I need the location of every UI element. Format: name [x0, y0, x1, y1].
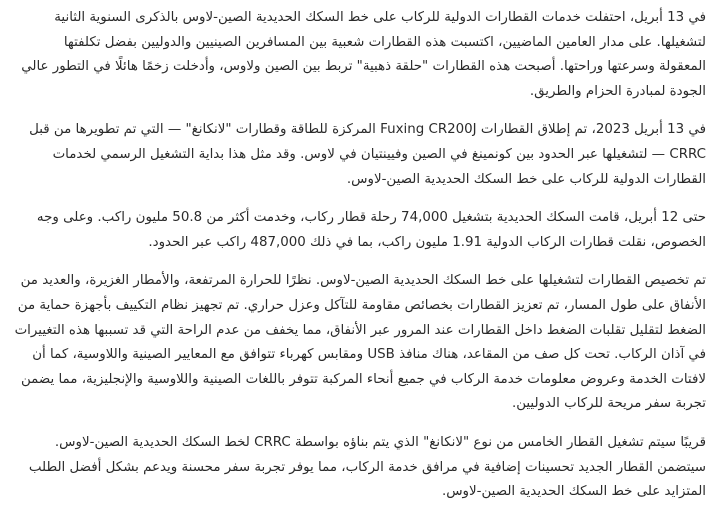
paragraph-launch: في 13 أبريل 2023، تم إطلاق القطارات Fuxing CR200J المركزة للطاقة وقطارات "لانكانغ" — التي تم تطويرها من قبل CRRC — لتشغيلها عبر الحدود بين كونمينغ في الصين وفيينتيان في لاوس. وقد مثل هذا بداية التشغيل الرسمي لخدمات القطارات الدولية للركاب على خط السكك الحديدية الصين-لاوس. — [29, 122, 706, 187]
paragraph-train-features: تم تخصيص القطارات لتشغيلها على خط السكك الحديدية الصين-لاوس. نظرًا للحرارة المرتفعة، والأمطار الغزيرة، والعديد من الأنفاق على طول المسار، تم تعزيز القطارات بخصائص مقاومة للتآكل وعزل حراري. تم تجهيز نظام التكييف بأجهزة حماية من الضغط لتقليل تقلبات الضغط داخل القطارات عند المرور عبر الأنفاق، مما يخفف من عدم الراحة التي قد تسببها هذه التغييرات في آذان الركاب. تحت كل صف من المقاعد، هناك منافذ USB ومقابس كهرباء تتوافق مع المعايير الصينية واللاوسية، كما أن لافتات الخدمة وعروض معلومات خدمة الركاب في جميع أنحاء المركبة تتوفر باللغات الصينية واللاوسية والإنجليزية، مما يضمن تجربة سفر مريحة للركاب الدوليين. — [14, 273, 706, 412]
paragraph-statistics: حتى 12 أبريل، قامت السكك الحديدية بتشغيل 74,000 رحلة قطار ركاب، وخدمت أكثر من 50.8 مليون راكب. وعلى وجه الخصوص، نقلت قطارات الركاب الدولية 1.91 مليون راكب، بما في ذلك 487,000 راكب عبر الحدود. — [36, 210, 706, 250]
paragraph-anniversary: في 13 أبريل، احتفلت خدمات القطارات الدولية للركاب على خط السكك الحديدية الصين-لاوس بالذكرى السنوية الثانية لتشغيلها. على مدار العامين الماضيين، اكتسبت هذه القطارات شعبية بين المسافرين الصينيين والدوليين بفضل تكلفتها المعقولة وسرعتها وراحتها. أصبحت هذه القطارات "حلقة ذهبية" تربط بين الصين ولاوس، وأدخلت زخمًا هائلًا في التطور عالي الجودة لمبادرة الحزام والطريق. — [21, 10, 706, 99]
paragraph-fifth-train: قريبًا سيتم تشغيل القطار الخامس من نوع "لانكانغ" الذي يتم بناؤه بواسطة CRRC لخط السكك الحديدية الصين-لاوس. سيتضمن القطار الجديد تحسينات إضافية في مرافق خدمة الركاب، مما يوفر تجربة سفر محسنة ويدعم بشكل أفضل الطلب المتزايد على خط السكك الحديدية الصين-لاوس. — [28, 434, 706, 500]
